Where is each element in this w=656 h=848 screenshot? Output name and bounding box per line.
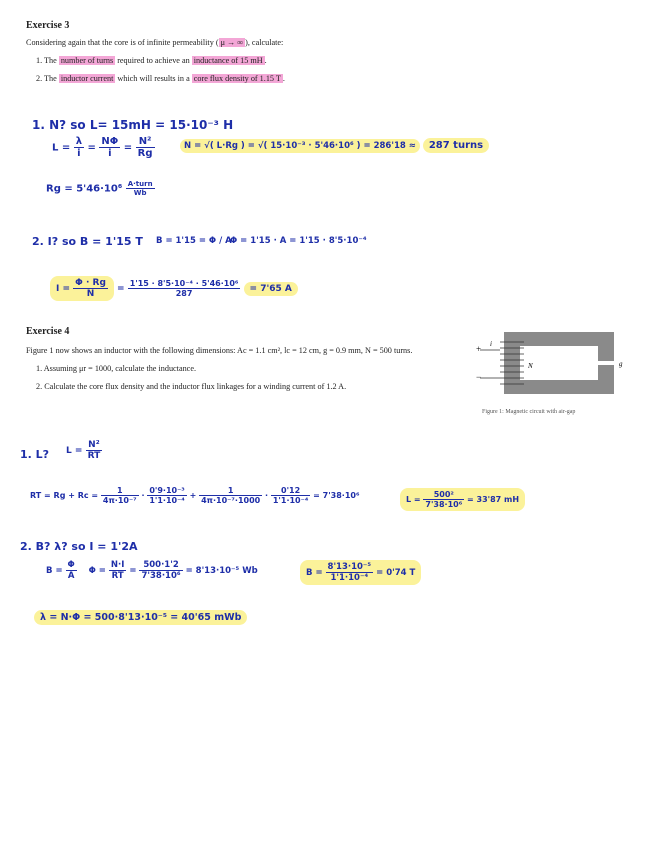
n-formula: N = √( L·Rg ) = √( 15·10⁻³ · 5'46·10⁶ ) = 286'18 ≈ [180,139,420,153]
fraction-lambda-over-i: $\frac{\lambda}{i}$ [75,136,83,159]
fraction-nphi-over-i: $\frac{N\Phi}{i}$ [101,136,119,159]
hw-ex4-flux: B = $\frac{\Phi}{A}$ Φ = $\frac{N\cdot I}{RT}$ = $\frac{500\cdot 1'2}{\text{7'38·10⁶}}$ = 8'13·10⁻⁵ Wb [46,560,258,581]
exercise-3-title: Exercise 3 [26,20,70,31]
highlight-inductance: inductance of 15 mH [193,56,263,65]
fraction-lc-over-a: $\frac{0'12}{\text{1'1·10⁻⁴}}$ [272,486,309,505]
minus-terminal: − [476,372,482,382]
fraction-1-over-mu0: $\frac{1}{\text{4π·10⁻⁷}}$ [102,486,137,505]
gap-label: g [619,360,623,368]
hw-ex3-inductance-eq: L = $\frac{\lambda}{i}$ = $\frac{N\Phi}{i}$ = $\frac{\text{N²}}{Rg}$ [52,136,153,159]
fraction-b-values: $\frac{\text{8'13·10⁻⁵}}{\text{1'1·10⁻⁴}}$ [327,562,372,583]
exercise-3-intro: Considering again that the core is of infinite permeability ( μ → ∞ ), calculate: [26,38,284,47]
highlight-core-flux-density: core flux density of 1.15 T [193,74,281,83]
current-result: = 7'65 A [244,282,298,296]
fraction-current-values: $\frac{\text{1'15 · 8'5·10⁻⁴ · 5'46·10⁶}}{287}$ [129,279,239,298]
hw-ex4-q2: 2. B? λ? so I = 1'2A [20,540,138,553]
core-diagram [476,328,626,398]
fraction-g-over-a: $\frac{\text{0'9·10⁻³}}{\text{1'1·10⁻⁴}}$ [149,486,185,505]
highlight-number-of-turns: number of turns [60,56,114,65]
n-result: 287 turns [423,138,489,153]
hw-ex3-q2: 2. I? so B = 1'15 T [32,235,143,248]
exercise-3-item-1: 1. The number of turns required to achieve an inductance of 15 mH . [36,56,267,65]
fraction-phi-values: $\frac{500\cdot 1'2}{\text{7'38·10⁶}}$ [141,560,181,581]
highlight-infinite-permeability: μ → ∞ [220,38,244,47]
exercise-4-item-2: 2. Calculate the core flux density and the inductor flux linkages for a winding current of 1.2 A. [36,382,347,391]
hw-ex4-l-result: L = $\frac{\text{500²}}{\text{7'38·10⁶}}$ = 33'87 mH [400,488,525,511]
hw-ex3-rg: Rg = 5'46·10⁶ $\frac{\text{A·turn}}{Wb}$ [46,180,153,197]
fraction-n2-over-rt: $\frac{\text{N²}}{RT}$ [87,440,101,461]
fraction-1-over-mu: $\frac{1}{\text{4π·10⁻⁷·1000}}$ [201,486,261,505]
hw-ex4-rt: RT = Rg + Rc = $\frac{1}{\text{4π·10⁻⁷}}$ · $\frac{\text{0'9·10⁻³}}{\text{1'1·10⁻⁴}}$ + $\frac{1}{\text{4π·10⁻⁷·1000}}$ · $\frac{0'12}{\text{1'1·10⁻⁴}}$ = 7'38·10⁶ [30,486,360,505]
hw-ex4-lambda-result: λ = N·Φ = 500·8'13·10⁻⁵ = 40'65 mWb [34,610,247,625]
hw-ex3-n-solution [180,140,489,151]
fraction-phi-rg-over-n: $\frac{\Phi \cdot Rg}{N}$ [75,278,106,299]
hw-ex4-b-result: B = $\frac{\text{8'13·10⁻⁵}}{\text{1'1·10⁻⁴}}$ = 0'74 T [300,560,421,585]
hw-ex4-q1: 1. L? [20,448,50,461]
exercise-4-intro: Figure 1 now shows an inductor with the following dimensions: Ac = 1.1 cm², lc = 12 cm, g = 0.9 mm, N = 500 turns. [26,346,413,355]
hw-ex4-l-formula: L = $\frac{\text{N²}}{RT}$ [66,440,101,461]
current-label: i [490,340,492,348]
hw-ex3-q1: 1. N? so L= 15mH = 15·10⁻³ H [32,118,234,132]
exercise-3 [26,20,456,85]
magnetic-circuit-figure [476,328,626,418]
exercise-4 [26,326,468,393]
exercise-4-item-1: 1. Assuming μr = 1000, calculate the inductance. [36,364,196,373]
fraction-phi-over-a: $\frac{\Phi}{A}$ [67,560,75,581]
hw-ex3-current: I = $\frac{\Phi \cdot Rg}{N}$ = $\frac{\text{1'15 · 8'5·10⁻⁴ · 5'46·10⁶}}{287}$ = 7'65 A [50,276,298,301]
exercise-4-title: Exercise 4 [26,326,70,337]
figure-caption: Figure 1: Magnetic circuit with air-gap [482,409,576,415]
exercise-3-item-2: 2. The inductor current which will results in a core flux density of 1.15 T . [36,74,285,83]
fraction-l-values: $\frac{\text{500²}}{\text{7'38·10⁶}}$ [425,490,463,509]
turns-label: N [528,362,533,370]
highlight-inductor-current: inductor current [60,74,114,83]
hw-ex3-phi-eq: Φ = 1'15 · A = 1'15 · 8'5·10⁻⁴ [230,236,367,246]
air-gap [596,361,616,365]
plus-terminal: + [476,344,482,354]
hw-ex3-b-eq: B = 1'15 = Φ / A [156,236,232,246]
fraction-ni-over-rt: $\frac{N\cdot I}{RT}$ [110,560,125,581]
rg-unit: $\frac{\text{A·turn}}{Wb}$ [127,180,153,197]
fraction-n2-over-rg: $\frac{\text{N²}}{Rg}$ [137,136,153,159]
current-formula: I = $\frac{\Phi \cdot Rg}{N}$ [50,276,114,301]
